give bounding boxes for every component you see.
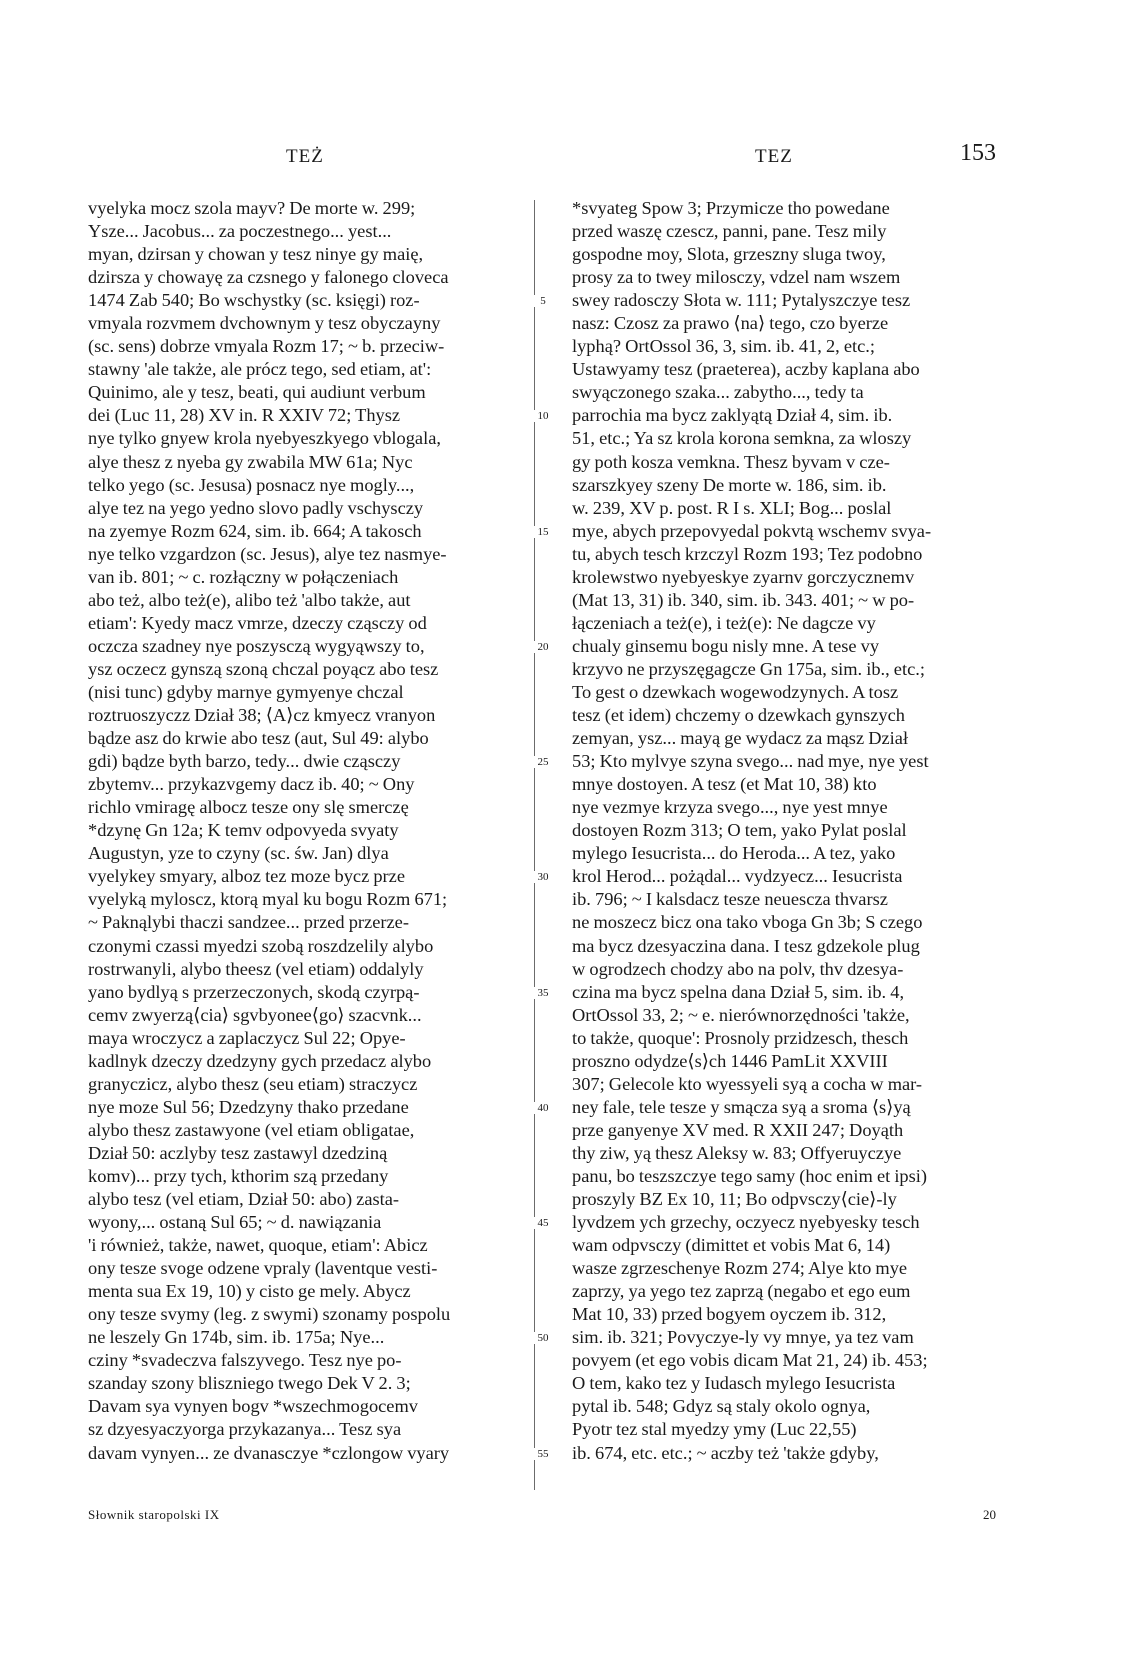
footer-signature: 20: [983, 1507, 996, 1522]
text-line: krol Herod... pożądal... vydzyecz... Iesucrista: [572, 866, 903, 887]
line-number: 45: [528, 1217, 558, 1229]
text-line: Davam sya vynyen bogv *wszechmogocemv: [88, 1396, 418, 1417]
footer-title: Słownik staropolski IX: [88, 1507, 220, 1522]
text-line: gospodne moy, Slota, grzeszny sluga twoy,: [572, 244, 886, 265]
text-line: czonymi czassi myedzi szobą roszdzelily alybo: [88, 935, 434, 956]
text-line: O tem, kako tez y Iudasch mylego Iesucrista: [572, 1373, 896, 1394]
text-line: dzirsza y chowayę za czsnego y falonego cloveca: [88, 267, 449, 288]
text-line: tesz (et idem) chczemy o dzewkach gynszych: [572, 705, 905, 726]
text-line: maya wroczycz a zaplaczycz Sul 22; Opye-: [88, 1027, 406, 1048]
text-line: parrochia ma bycz zaklyątą Dział 4, sim. ib.: [572, 405, 893, 426]
text-line: thy ziw, yą thesz Aleksy w. 83; Offyeruyczye: [572, 1142, 902, 1163]
text-line: w. 239, XV p. post. R I s. XLI; Bog... poslal: [572, 497, 892, 518]
text-line: zemyan, ysz... mayą ge wydacz za mąsz Dział: [572, 728, 909, 749]
text-line: cziny *svadeczva falszyvego. Tesz nye po-: [88, 1350, 402, 1371]
right-column: [572, 197, 1012, 1465]
line-number: 15: [528, 526, 558, 538]
left-column: [88, 197, 521, 1465]
text-line: proszyly BZ Ex 10, 11; Bo odpvsczy⟨cie⟩-ly: [572, 1189, 897, 1210]
text-line: alybo tesz (vel etiam, Dział 50: abo) zasta-: [88, 1189, 400, 1210]
line-number: 20: [528, 641, 558, 653]
text-line: nye tylko gnyew krola nyebyeszkyego vblogala,: [88, 428, 441, 449]
text-line: alye thesz z nyeba gy zwabila MW 61a; Nyc: [88, 451, 413, 472]
text-line: prosy za to twey milosczy, vdzel nam wszem: [572, 267, 901, 288]
text-line: menta sua Ex 19, 10) y cisto ge mely. Abycz: [88, 1281, 411, 1302]
text-line: wasze zgrzeschenye Rozm 274; Alye kto mye: [572, 1258, 908, 1279]
text-line: ib. 796; ~ I kalsdacz tesze neuescza thvarsz: [572, 889, 888, 910]
text-line: ne moszecz bicz ona tako vboga Gn 3b; S czego: [572, 912, 923, 933]
text-line: vmyala rozvmem dvchownym y tesz obyczayny: [88, 313, 441, 334]
text-line: gdi) bądze byth barzo, tedy... dwie cząsczy: [88, 751, 401, 772]
text-line: 'i również, także, nawet, quoque, etiam': Abicz: [88, 1235, 428, 1256]
text-line: komv)... przy tych, kthorim szą przedany: [88, 1165, 389, 1186]
text-line: swey radosczy Słota w. 111; Pytalyszczye tesz: [572, 290, 911, 311]
text-line: lyphą? OrtOssol 36, 3, sim. ib. 41, 2, etc.;: [572, 336, 875, 357]
text-line: zbytemv... przykazvgemy dacz ib. 40; ~ Ony: [88, 774, 415, 795]
text-line: Pyotr tez stal myedzy ymy (Luc 22,55): [572, 1419, 857, 1440]
text-line: Ysze... Jacobus... za poczestnego... yest...: [88, 221, 392, 242]
text-line: szanday szony bliszniego twego Dek V 2. 3;: [88, 1373, 411, 1394]
text-line: łączeniach a też(e), i też(e): Ne dagcze vy: [572, 612, 876, 633]
text-line: ney fale, tele tesze y smącza syą a sroma ⟨s⟩yą: [572, 1096, 911, 1117]
text-line: vyelykey smyary, alboz tez moze bycz prze: [88, 866, 405, 887]
text-line: *dzynę Gn 12a; K temv odpovyeda svyaty: [88, 820, 399, 841]
text-line: w ogrodzech chodzy abo na polv, thv dzesya-: [572, 958, 904, 979]
text-line: povyem (et ego vobis dicam Mat 21, 24) ib. 453;: [572, 1350, 928, 1371]
column-divider: [534, 200, 535, 1490]
text-line: wyony,... ostaną Sul 65; ~ d. nawiązania: [88, 1212, 382, 1233]
text-line: rostrwanyli, alybo theesz (vel etiam) oddalyly: [88, 958, 424, 979]
text-line: ony tesze svoge odzene vpraly (laventque vesti-: [88, 1258, 438, 1279]
text-line: oczcza szadney nye poszysczą wygyąwszy to,: [88, 635, 425, 656]
text-line: 51, etc.; Ya sz krola korona semkna, za wloszy: [572, 428, 912, 449]
text-line: prze ganyenye XV med. R XXII 247; Doyąth: [572, 1119, 904, 1140]
text-line: myan, dzirsan y chowan y tesz ninye gy maię,: [88, 244, 424, 265]
text-line: to także, quoque': Prosnoly przidzesch, thesch: [572, 1027, 909, 1048]
text-line: richlo vmiragę albocz tesze ony slę smerczę: [88, 797, 409, 818]
text-line: czina ma bycz spelna dana Dział 5, sim. ib. 4,: [572, 981, 905, 1002]
header-center-word: TEZ: [755, 146, 793, 167]
text-line: Ustawyamy tesz (praeterea), aczby kaplana abo: [572, 359, 920, 380]
text-line: (Mat 13, 31) ib. 340, sim. ib. 343. 401; ~ w po-: [572, 589, 915, 610]
line-number: 50: [528, 1332, 558, 1344]
text-line: 53; Kto mylvye szyna svego... nad mye, nye yest: [572, 751, 929, 772]
text-line: panu, bo teszszczye tego samy (hoc enim et ipsi): [572, 1165, 928, 1186]
text-line: dei (Luc 11, 28) XV in. R XXIV 72; Thysz: [88, 405, 401, 426]
text-line: kadlnyk dzeczy dzedzyny gych przedacz alybo: [88, 1050, 432, 1071]
text-line: Augustyn, yze to czyny (sc. św. Jan) dlya: [88, 843, 389, 864]
text-line: *svyateg Spow 3; Przymicze tho powedane: [572, 198, 890, 218]
text-line: alybo thesz zastawyone (vel etiam obligatae,: [88, 1119, 415, 1140]
text-line: roztruoszyczz Dział 38; ⟨A⟩cz kmyecz vranyon: [88, 705, 436, 726]
text-line: chualy ginsemu bogu nisly mne. A tese vy: [572, 635, 880, 656]
text-line: mylego Iesucrista... do Heroda... A tez, yako: [572, 843, 896, 864]
text-line: ne leszely Gn 174b, sim. ib. 175a; Nye...: [88, 1327, 385, 1348]
text-line: krolewstwo nyebyeskye zyarnv gorczycznemv: [572, 566, 915, 587]
text-line: przed waszę czescz, panni, pane. Tesz mily: [572, 221, 887, 242]
text-line: pytal ib. 548; Gdyz są staly okolo ognya,: [572, 1396, 871, 1417]
text-line: granyczicz, alybo thesz (seu etiam) straczycz: [88, 1073, 418, 1094]
text-line: proszno odydze⟨s⟩ch 1446 PamLit XXVIII: [572, 1050, 888, 1071]
text-line: bądze asz do krwie abo tesz (aut, Sul 49: alybo: [88, 728, 429, 749]
text-line: (nisi tunc) gdyby marnye gymyenye chczal: [88, 681, 404, 702]
line-number: 10: [528, 410, 558, 422]
text-line: krzyvo ne przyszęgagcze Gn 175a, sim. ib., etc.;: [572, 658, 925, 679]
text-line: vyelyką myloscz, ktorą myal ku bogu Rozm 671;: [88, 889, 448, 910]
line-number: 35: [528, 987, 558, 999]
text-line: mnye dostoyen. A tesz (et Mat 10, 38) kto: [572, 774, 877, 795]
text-line: alye tez na yego yedno slovo padly vschysczy: [88, 497, 424, 518]
text-line: mye, abych przepovyedal pokvtą wschemv svya-: [572, 520, 932, 541]
text-line: yano bydlyą s przerzeczonych, skodą czyrpą-: [88, 981, 420, 1002]
text-line: nye telko vzgardzon (sc. Jesus), alye tez nasmye-: [88, 543, 447, 564]
line-number: 5: [528, 295, 558, 307]
text-line: (sc. sens) dobrze vmyala Rozm 17; ~ b. przeciw-: [88, 336, 445, 357]
header-left-word: TEŻ: [286, 146, 324, 167]
text-line: na zyemye Rozm 624, sim. ib. 664; A takosch: [88, 520, 422, 541]
text-line: etiam': Kyedy macz vmrze, dzeczy cząsczy od: [88, 612, 427, 633]
text-line: 307; Gelecole kto wyessyeli syą a cocha w mar-: [572, 1073, 923, 1094]
text-line: dostoyen Rozm 313; O tem, yako Pylat poslal: [572, 820, 907, 841]
text-line: Mat 10, 33) przed bogyem oyczem ib. 312,: [572, 1304, 887, 1325]
text-line: nasz: Czosz za prawo ⟨na⟩ tego, czo byerze: [572, 313, 889, 334]
text-line: swyączonego szaka... zabytho..., tedy ta: [572, 382, 864, 403]
page-number: 153: [960, 140, 996, 166]
text-line: lyvdzem ych grzechy, oczyecz nyebyesky tesch: [572, 1212, 920, 1233]
text-line: stawny 'ale także, ale prócz tego, sed etiam, at':: [88, 359, 432, 380]
text-line: To gest o dzewkach wogewodzynych. A tosz: [572, 681, 899, 702]
text-line: nye vezmye krzyza svego..., nye yest mnye: [572, 797, 888, 818]
text-line: OrtOssol 33, 2; ~ e. nierównorzędności 'także,: [572, 1004, 910, 1025]
text-line: ~ Paknąlybi thaczi sandzee... przed przerze-: [88, 912, 409, 933]
line-number: 25: [528, 756, 558, 768]
text-line: Quinimo, ale y tesz, beati, qui audiunt verbum: [88, 382, 426, 403]
text-line: nye moze Sul 56; Dzedzyny thako przedane: [88, 1096, 409, 1117]
text-line: tu, abych tesch krzczyl Rozm 193; Tez podobno: [572, 543, 923, 564]
text-line: sz dzyesyaczyorga przykazanya... Tesz sya: [88, 1419, 402, 1440]
text-line: 1474 Zab 540; Bo wschystky (sc. księgi) roz-: [88, 290, 420, 311]
text-line: sim. ib. 321; Povyczye-ly vy mnye, ya tez vam: [572, 1327, 914, 1348]
text-line: gy poth kosza vemkna. Thesz byvam v cze-: [572, 451, 890, 472]
text-line: telko yego (sc. Jesusa) posnacz nye mogly...,: [88, 474, 415, 495]
text-line: vyelyka mocz szola mayv? De morte w. 299;: [88, 198, 416, 218]
text-line: ony tesze svymy (leg. z swymi) szonamy pospolu: [88, 1304, 451, 1325]
text-line: zaprzy, ya yego tez zaprzą (negabo et ego eum: [572, 1281, 911, 1302]
text-line: van ib. 801; ~ c. rozłączny w połączeniach: [88, 566, 399, 587]
line-number: 30: [528, 871, 558, 883]
text-line: wam odpvsczy (dimittet et vobis Mat 6, 14): [572, 1235, 891, 1256]
line-number: 55: [528, 1448, 558, 1460]
text-line: ysz oczecz gynszą szoną chczal poyącz abo tesz: [88, 658, 439, 679]
text-line: abo też, albo też(e), alibo też 'albo także, aut: [88, 589, 411, 610]
text-line: ma bycz dzesyaczina dana. I tesz gdzekole plug: [572, 935, 920, 956]
text-line: davam vynyen... ze dvanasczye *czlongow vyary: [88, 1442, 450, 1463]
text-line: ib. 674, etc. etc.; ~ aczby też 'także gdyby,: [572, 1442, 879, 1463]
text-line: cemv zwyerzą⟨cia⟩ sgvbyonee⟨go⟩ szacvnk...: [88, 1004, 422, 1025]
text-line: Dział 50: aczlyby tesz zastawyl dzedziną: [88, 1142, 388, 1163]
text-line: szarszkyey szeny De morte w. 186, sim. ib.: [572, 474, 887, 495]
line-number: 40: [528, 1102, 558, 1114]
